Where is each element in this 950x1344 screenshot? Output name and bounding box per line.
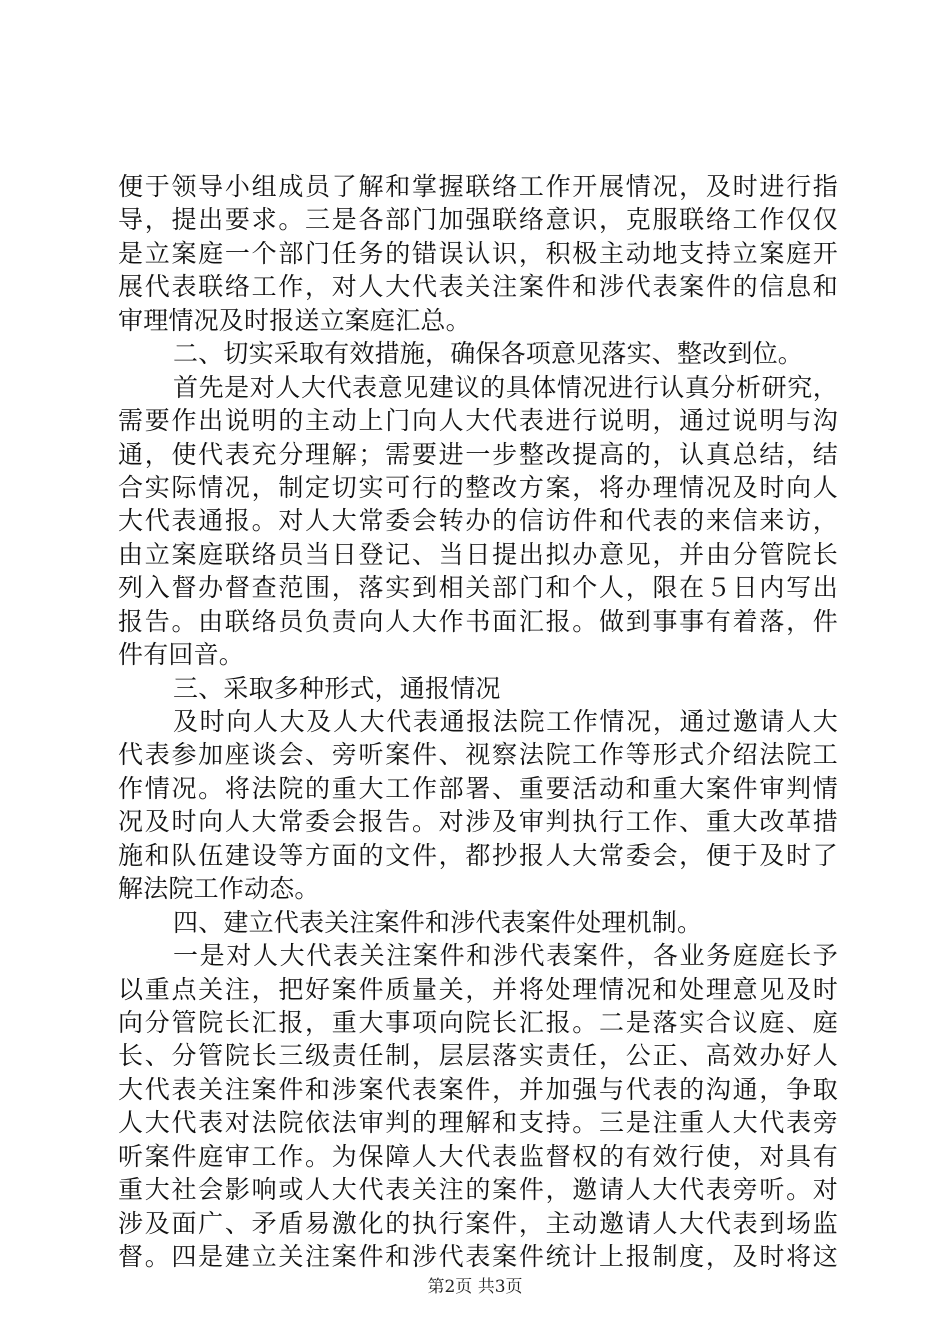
text-line: 报告。由联络员负责向人大作书面汇报。做到事事有着落，件 <box>118 606 838 636</box>
text-line: 审理情况及时报送立案庭汇总。 <box>118 305 471 335</box>
text-line: 二、切实采取有效措施，确保各项意见落实、整改到位。 <box>173 339 804 369</box>
text-line: 一是对人大代表关注案件和涉代表案件，各业务庭庭长予 <box>173 941 838 971</box>
text-line: 需要作出说明的主动上门向人大代表进行说明，通过说明与沟 <box>118 406 838 436</box>
text-line: 由立案庭联络员当日登记、当日提出拟办意见，并由分管院长 <box>118 539 838 569</box>
text-line: 件有回音。 <box>118 640 245 670</box>
text-line: 解法院工作动态。 <box>118 874 320 904</box>
text-line: 向分管院长汇报，重大事项向院长汇报。二是落实合议庭、庭 <box>118 1007 838 1037</box>
text-line: 首先是对人大代表意见建议的具体情况进行认真分析研究， <box>173 372 838 402</box>
text-line: 列入督办督查范围，落实到相关部门和个人，限在５日内写出 <box>118 573 838 603</box>
text-line: 听案件庭审工作。为保障人大代表监督权的有效行使，对具有 <box>118 1141 838 1171</box>
page-number-label: 第2页 共3页 <box>427 1277 523 1297</box>
text-line: 以重点关注，把好案件质量关，并将处理情况和处理意见及时 <box>118 974 838 1004</box>
text-line: 四、建立代表关注案件和涉代表案件处理机制。 <box>173 907 703 937</box>
document-body <box>118 170 838 1273</box>
text-line: 及时向人大及人大代表通报法院工作情况，通过邀请人大 <box>173 707 838 736</box>
text-line: 大代表通报。对人大常委会转办的信访件和代表的来信来访， <box>118 506 838 536</box>
text-line: 是立案庭一个部门任务的错误认识，积极主动地支持立案庭开 <box>118 238 838 268</box>
text-line: 作情况。将法院的重大工作部署、重要活动和重大案件审判情 <box>118 773 838 803</box>
text-line: 重大社会影响或人大代表关注的案件，邀请人大代表旁听。对 <box>118 1175 838 1205</box>
text-line: 通，使代表充分理解；需要进一步整改提高的，认真总结，结 <box>118 439 838 469</box>
text-line: 导，提出要求。三是各部门加强联络意识，克服联络工作仅仅 <box>118 205 838 235</box>
text-line: 人大代表对法院依法审判的理解和支持。三是注重人大代表旁 <box>118 1108 838 1138</box>
text-line: 大代表关注案件和涉案代表案件，并加强与代表的沟通，争取 <box>118 1074 838 1104</box>
text-line: 合实际情况，制定切实可行的整改方案，将办理情况及时向人 <box>118 472 838 502</box>
text-line: 况及时向人大常委会报告。对涉及审判执行工作、重大改革措 <box>118 807 838 837</box>
text-line: 展代表联络工作，对人大代表关注案件和涉代表案件的信息和 <box>118 272 838 302</box>
text-line: 三、采取多种形式，通报情况 <box>173 673 501 703</box>
text-line: 施和队伍建设等方面的文件，都抄报人大常委会，便于及时了 <box>118 840 838 870</box>
text-line: 长、分管院长三级责任制，层层落实责任，公正、高效办好人 <box>118 1041 838 1071</box>
text-line: 便于领导小组成员了解和掌握联络工作开展情况，及时进行指 <box>118 172 838 201</box>
text-line: 督。四是建立关注案件和涉代表案件统计上报制度，及时将这 <box>118 1242 838 1271</box>
text-line: 代表参加座谈会、旁听案件、视察法院工作等形式介绍法院工 <box>118 740 838 770</box>
text-line: 涉及面广、矛盾易激化的执行案件，主动邀请人大代表到场监 <box>118 1208 838 1238</box>
page-footer <box>0 1275 950 1299</box>
